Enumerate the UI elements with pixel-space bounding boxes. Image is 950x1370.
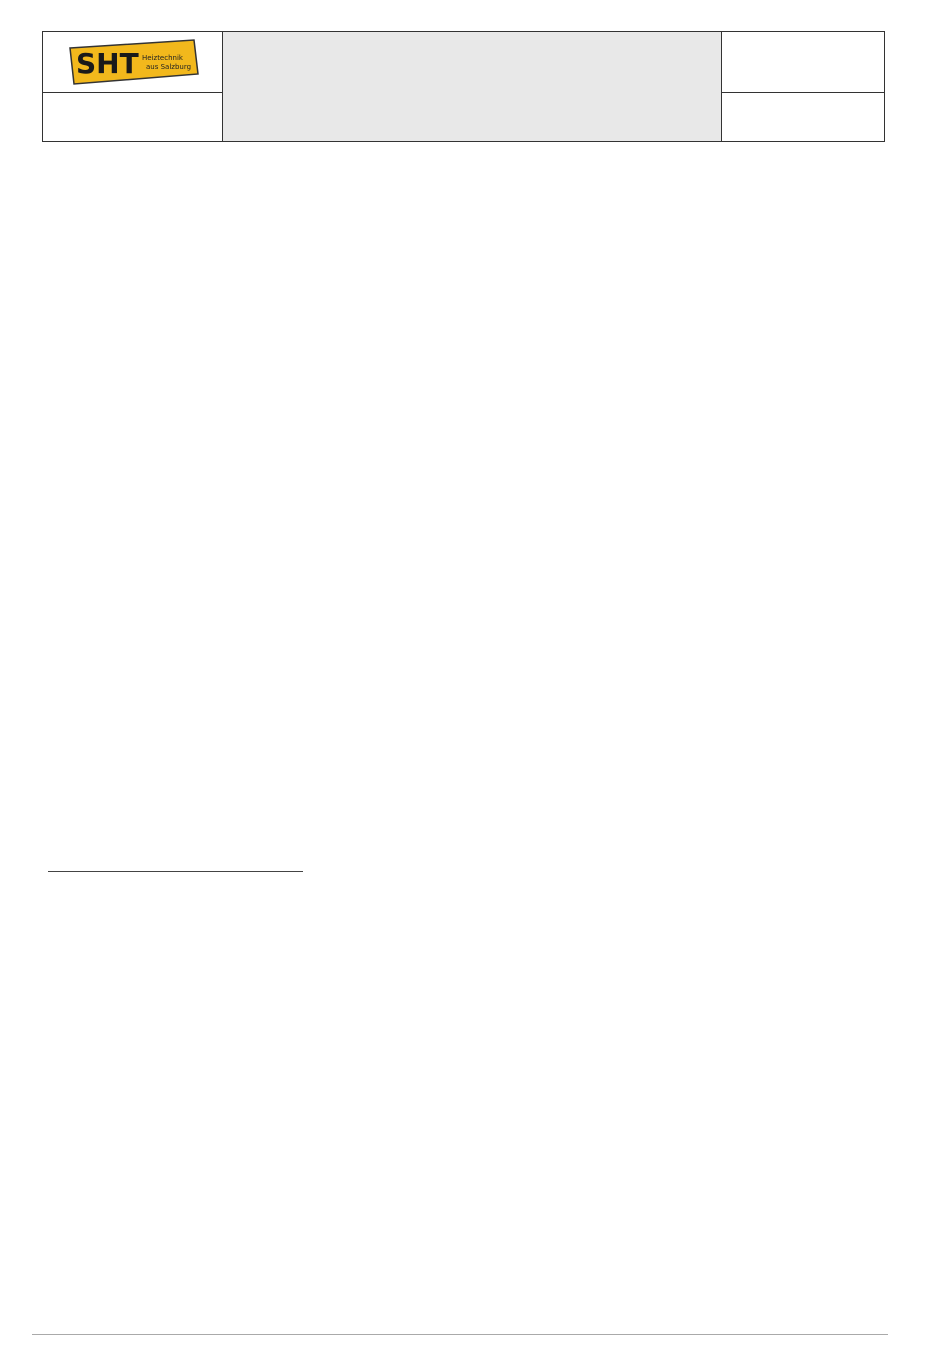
header-title-cell <box>222 31 722 142</box>
header-right-upper-cell <box>721 31 885 93</box>
header-right-lower-cell <box>721 92 885 142</box>
svg-text:SHT: SHT <box>76 47 139 80</box>
svg-text:aus Salzburg: aus Salzburg <box>146 63 192 71</box>
page-bottom-rule <box>32 1334 888 1335</box>
footnote-divider <box>48 871 303 872</box>
sht-logo <box>66 38 200 86</box>
svg-text:Heiztechnik: Heiztechnik <box>142 54 183 62</box>
header-left-lower-cell <box>42 92 223 142</box>
